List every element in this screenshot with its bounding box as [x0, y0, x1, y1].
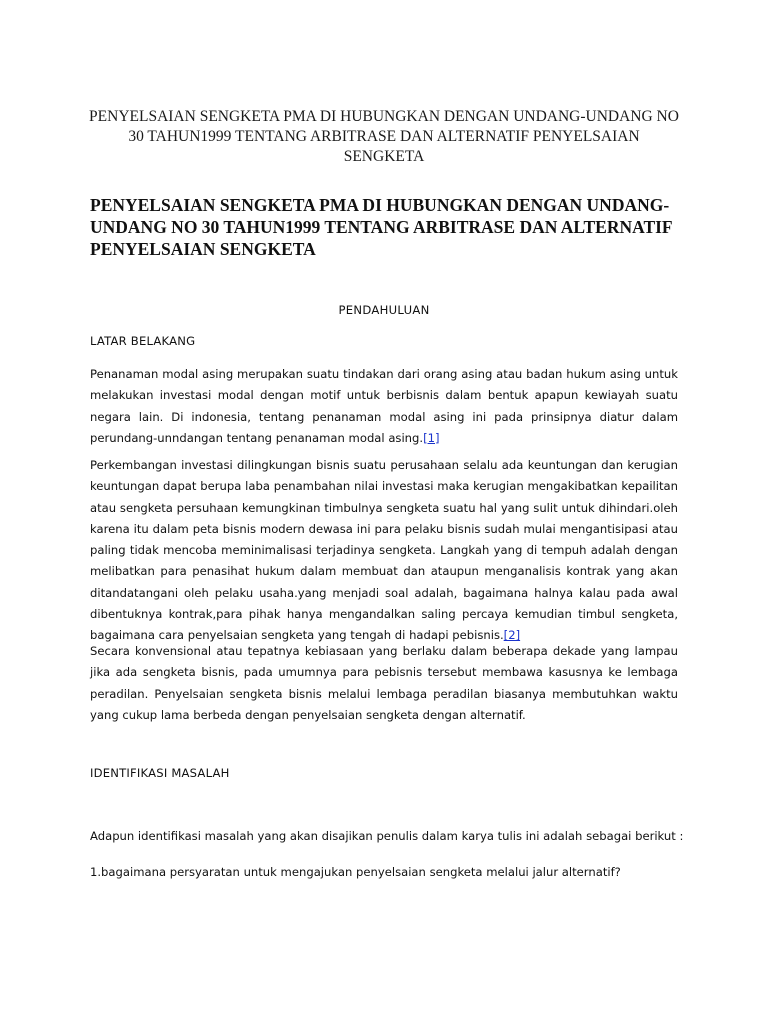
paragraph-1	[90, 364, 678, 449]
title-line-3: SENGKETA	[343, 148, 425, 165]
paragraph-2	[90, 455, 678, 647]
heading-line-3: PENYELSAIAN SENGKETA	[90, 239, 316, 259]
paragraph-3-text: Secara konvensional atau tepatnya kebiasaan yang berlaku dalam beberapa dekade yang lampau jika ada sengketa bisnis, pada umumnya para pebisnis tersebut membawa kasusnya ke lembaga peradilan. Penyelsaian sengketa bisnis melalui lembaga peradilan biasanya membutuhkan waktu yang cukup lama berbeda dengan penyelsaian sengketa dengan alternatif.	[90, 644, 678, 722]
footnote-link-2[interactable]: [2]	[503, 628, 521, 643]
paragraph-3	[90, 641, 678, 726]
heading-line-2: UNDANG NO 30 TAHUN1999 TENTANG ARBITRASE DAN ALTERNATIF	[90, 217, 673, 237]
document-heading	[90, 194, 690, 260]
heading-line-1: PENYELSAIAN SENGKETA PMA DI HUBUNGKAN DENGAN UNDANG-	[90, 195, 670, 215]
paragraph-5: 1.bagaimana persyaratan untuk mengajukan penyelsaian sengketa melalui jalur alternatif?	[90, 865, 621, 879]
document-title	[84, 107, 684, 167]
heading-latar-belakang: LATAR BELAKANG	[90, 334, 196, 348]
title-line-2: 30 TAHUN1999 TENTANG ARBITRASE DAN ALTERNATIF PENYELSAIAN	[128, 128, 640, 145]
paragraph-1-text: Penanaman modal asing merupakan suatu tindakan dari orang asing atau badan hukum asing untuk melakukan investasi modal dengan motif untuk berbisnis dalam bentuk apapun kewiayah suatu negara lain. Di indonesia, tentang penanaman modal asing ini pada prinsipnya diatur dalam perundang-unndangan tentang penanaman modal asing.	[90, 367, 678, 445]
paragraph-2-text: Perkembangan investasi dilingkungan bisnis suatu perusahaan selalu ada keuntungan dan kerugian keuntungan dapat berupa laba penambahan nilai investasi maka kerugian mengakibatkan kepailitan atau sengketa persuhaan kemungkinan timbulnya sengketa suatu hal yang sulit untuk dihindari.oleh karena itu dalam peta bisnis modern dewasa ini para pelaku bisnis sudah mulai mengantisipasi atau paling tidak mencoba meminimalisasi terjadinya sengketa. Langkah yang di tempuh adalah dengan melibatkan para penasihat hukum dalam membuat dan ataupun menganalisis kontrak yang akan ditandatangani oleh pelaku usaha.yang menjadi soal adalah, bagaimana halnya kalau pada awal dibentuknya kontrak,para pihak hanya mengandalkan saling percaya kemudian timbul sengketa, bagaimana cara penyelsaian sengketa yang tengah di hadapi pebisnis.	[90, 458, 678, 643]
footnote-link-1[interactable]: [1]	[423, 430, 440, 445]
paragraph-4: Adapun identifikasi masalah yang akan disajikan penulis dalam karya tulis ini adalah sebagai berikut :	[90, 829, 684, 843]
title-line-1: PENYELSAIAN SENGKETA PMA DI HUBUNGKAN DENGAN UNDANG-UNDANG NO	[89, 108, 679, 125]
heading-identifikasi-masalah: IDENTIFIKASI MASALAH	[90, 766, 230, 780]
section-title-pendahuluan: PENDAHULUAN	[338, 303, 430, 317]
